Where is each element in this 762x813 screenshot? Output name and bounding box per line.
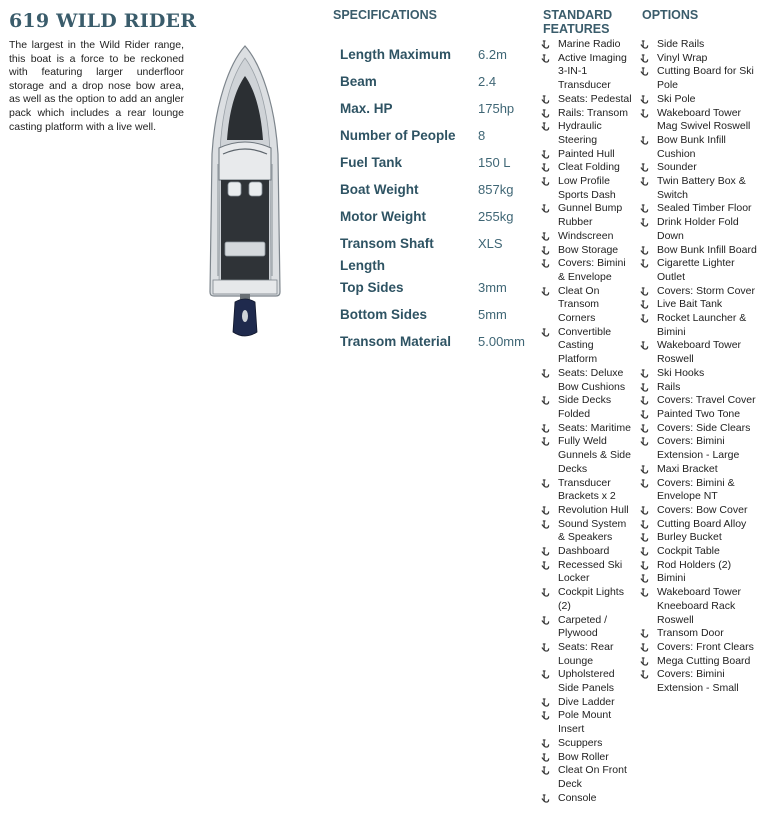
anchor-bullet-icon (640, 259, 649, 268)
list-item (541, 641, 635, 668)
list-item-label: Covers: Side Clears (657, 421, 751, 434)
anchor-bullet-icon (640, 479, 649, 488)
list-item-label: Bow Bunk Infill Cushion (657, 133, 726, 160)
list-item (541, 38, 635, 52)
list-item (640, 586, 758, 627)
list-item-label: Windscreen (558, 229, 614, 242)
standard-features-list (541, 38, 635, 805)
list-item (640, 367, 758, 381)
list-item (640, 312, 758, 339)
list-item-label: Painted Hull (558, 147, 615, 160)
list-item (541, 792, 635, 806)
specifications-table (340, 44, 540, 358)
anchor-bullet-icon (640, 40, 649, 49)
list-item-label: Drink Holder Fold Down (657, 216, 739, 242)
anchor-bullet-icon (541, 643, 550, 652)
anchor-bullet-icon (640, 54, 649, 63)
anchor-bullet-icon (541, 437, 550, 446)
list-item-label: Recessed Ski Locker (558, 558, 623, 585)
list-item-label: Covers: Bimini & Envelope NT (657, 476, 735, 503)
anchor-bullet-icon (640, 136, 649, 145)
spec-value: 857kg (478, 182, 514, 197)
spec-row-transom-shaft-length (340, 233, 540, 277)
anchor-bullet-icon (541, 150, 550, 159)
spec-row-length-maximum (340, 44, 540, 71)
spec-value: 150 L (478, 155, 511, 170)
list-item-label: Mega Cutting Board (657, 654, 751, 667)
list-item-label: Cockpit Table (657, 545, 720, 558)
list-item-label: Covers: Front Clears (657, 640, 754, 653)
spec-row-boat-weight (340, 179, 540, 206)
list-item-label: Covers: Bimini & Envelope (558, 257, 626, 283)
anchor-bullet-icon (640, 643, 649, 652)
spec-label: Max. HP (340, 101, 393, 116)
anchor-bullet-icon (640, 163, 649, 172)
anchor-bullet-icon (541, 328, 550, 337)
list-item-label: Cigarette Lighter Outlet (657, 257, 735, 283)
list-item-label: Cleat On Front Deck (558, 764, 627, 790)
list-item (640, 285, 758, 299)
list-item (541, 559, 635, 586)
list-item (541, 751, 635, 765)
anchor-bullet-icon (541, 204, 550, 213)
list-item (541, 148, 635, 162)
list-item-label: Bow Roller (558, 750, 609, 763)
anchor-bullet-icon (541, 547, 550, 556)
anchor-bullet-icon (640, 314, 649, 323)
boat-description: The largest in the Wild Rider range, this boat is a force to be reckoned with featuring larger underfloor storage and a drop nose bow area, as well as the option to add an angler pack which includes a rear lounge casting platform with a live well. (9, 39, 184, 133)
list-item-label: Burley Bucket (657, 531, 722, 544)
spec-value: 8 (478, 128, 486, 143)
list-item-label: Rocket Launcher & Bimini (657, 312, 747, 338)
list-item (541, 107, 635, 121)
spec-label: Motor Weight (340, 209, 426, 224)
spec-row-number-of-people (340, 125, 540, 152)
list-item (541, 161, 635, 175)
anchor-bullet-icon (541, 163, 550, 172)
list-item-label: Covers: Bow Cover (657, 503, 748, 516)
anchor-bullet-icon (640, 533, 649, 542)
list-item (541, 504, 635, 518)
anchor-bullet-icon (541, 396, 550, 405)
list-item (640, 668, 758, 695)
list-item-label: Cutting Board for Ski Pole (657, 65, 754, 92)
boat-top-view-image (203, 44, 287, 344)
list-item (541, 120, 635, 147)
list-item-label: Pole Mount Insert (558, 709, 612, 736)
anchor-bullet-icon (640, 465, 649, 474)
spec-label: Boat Weight (340, 182, 419, 197)
anchor-bullet-icon (640, 369, 649, 378)
list-item (640, 244, 758, 258)
list-item-label: Cleat Folding (558, 161, 620, 174)
list-item (640, 572, 758, 586)
anchor-bullet-icon (541, 369, 550, 378)
list-item (541, 257, 635, 284)
list-item (541, 545, 635, 559)
anchor-bullet-icon (541, 259, 550, 268)
list-item (640, 38, 758, 52)
list-item-label: Low Profile Sports Dash (558, 175, 616, 201)
list-item-label: Vinyl Wrap (657, 51, 708, 64)
list-item (541, 518, 635, 545)
list-item (640, 435, 758, 462)
list-item (640, 52, 758, 66)
list-item (640, 559, 758, 573)
list-item-label: Wakeboard Tower Kneeboard Rack Roswell (657, 586, 742, 626)
anchor-bullet-icon (640, 574, 649, 583)
anchor-bullet-icon (541, 246, 550, 255)
anchor-bullet-icon (541, 711, 550, 720)
anchor-bullet-icon (541, 177, 550, 186)
spec-row-beam (340, 71, 540, 98)
list-item-label: Dashboard (558, 545, 610, 558)
list-item (640, 93, 758, 107)
list-item (640, 298, 758, 312)
list-item (640, 216, 758, 243)
anchor-bullet-icon (541, 766, 550, 775)
list-item (541, 285, 635, 326)
list-item (640, 627, 758, 641)
list-item (541, 202, 635, 229)
spec-row-max-hp (340, 98, 540, 125)
list-item-label: Upholstered Side Panels (558, 668, 615, 695)
list-item (541, 709, 635, 736)
list-item (640, 175, 758, 202)
list-item (640, 408, 758, 422)
anchor-bullet-icon (640, 383, 649, 392)
list-item (541, 52, 635, 93)
spec-row-fuel-tank (340, 152, 540, 179)
anchor-bullet-icon (640, 547, 649, 556)
list-item-label: Hydraulic Steering (558, 120, 602, 146)
list-item-label: Revolution Hull (558, 503, 629, 516)
anchor-bullet-icon (640, 588, 649, 597)
spec-value: 255kg (478, 209, 514, 224)
list-item (541, 93, 635, 107)
anchor-bullet-icon (541, 287, 550, 296)
list-item (640, 161, 758, 175)
list-item-label: Wakeboard Tower Roswell (657, 339, 742, 366)
spec-label: Top Sides (340, 280, 404, 295)
anchor-bullet-icon (640, 410, 649, 419)
anchor-bullet-icon (541, 753, 550, 762)
list-item (640, 202, 758, 216)
list-item (640, 381, 758, 395)
list-item (541, 586, 635, 613)
list-item-label: Transom Door (657, 627, 724, 640)
anchor-bullet-icon (541, 520, 550, 529)
anchor-bullet-icon (541, 40, 550, 49)
spec-value: 6.2m (478, 47, 507, 62)
spec-row-bottom-sides (340, 304, 540, 331)
list-item (640, 504, 758, 518)
list-item-label: Rails: Transom (558, 106, 629, 119)
list-item-label: Fully Weld Gunnels & Side Decks (558, 435, 631, 475)
spec-value: 5mm (478, 307, 507, 322)
list-item-label: Gunnel Bump Rubber (558, 202, 623, 229)
list-item (640, 134, 758, 161)
anchor-bullet-icon (541, 95, 550, 104)
spec-label: Transom Material (340, 334, 452, 349)
specifications-heading: SPECIFICATIONS (333, 8, 437, 22)
anchor-bullet-icon (541, 561, 550, 570)
spec-value: 175hp (478, 101, 515, 116)
anchor-bullet-icon (640, 287, 649, 296)
list-item-label: Wakeboard Tower Mag Swivel Roswell (657, 106, 751, 133)
list-item-label: Sealed Timber Floor (657, 202, 752, 215)
spec-label: Length Maximum (340, 47, 452, 62)
list-item (640, 477, 758, 504)
list-item-label: Rails (657, 380, 681, 393)
list-item (541, 696, 635, 710)
list-item-label: Dive Ladder (558, 695, 615, 708)
list-item-label: Live Bait Tank (657, 298, 723, 311)
list-item-label: Sound System & Speakers (558, 517, 627, 544)
anchor-bullet-icon (541, 698, 550, 707)
list-item (541, 326, 635, 367)
anchor-bullet-icon (640, 506, 649, 515)
list-item (640, 655, 758, 669)
list-item-label: Carpeted / Plywood (558, 613, 608, 640)
list-item (640, 463, 758, 477)
anchor-bullet-icon (541, 506, 550, 515)
anchor-bullet-icon (640, 670, 649, 679)
list-item (541, 764, 635, 791)
list-item-label: Sounder (657, 161, 697, 174)
list-item-label: Convertible Casting Platform (558, 325, 612, 366)
list-item (640, 394, 758, 408)
list-item (541, 422, 635, 436)
list-item-label: Active Imaging 3-IN-1 Transducer (558, 51, 627, 92)
spec-row-top-sides (340, 277, 540, 304)
list-item (640, 339, 758, 366)
list-item-label: Bow Storage (558, 243, 619, 256)
options-heading: OPTIONS (642, 8, 699, 22)
list-item-label: Covers: Bimini Extension - Large (657, 435, 740, 462)
list-item-label: Covers: Storm Cover (657, 284, 756, 297)
spec-label: Fuel Tank (340, 155, 403, 170)
anchor-bullet-icon (640, 246, 649, 255)
list-item-label: Rod Holders (2) (657, 558, 732, 571)
anchor-bullet-icon (640, 396, 649, 405)
list-item (640, 107, 758, 134)
list-item-label: Bimini (657, 572, 686, 585)
anchor-bullet-icon (541, 739, 550, 748)
list-item-label: Scuppers (558, 736, 603, 749)
spec-row-motor-weight (340, 206, 540, 233)
spec-label: Transom Shaft Length (340, 236, 434, 273)
list-item-label: Bow Bunk Infill Board (657, 243, 757, 256)
spec-label: Bottom Sides (340, 307, 428, 322)
anchor-bullet-icon (541, 479, 550, 488)
anchor-bullet-icon (640, 437, 649, 446)
anchor-bullet-icon (640, 341, 649, 350)
anchor-bullet-icon (541, 54, 550, 63)
spec-label: Beam (340, 74, 377, 89)
anchor-bullet-icon (640, 177, 649, 186)
list-item (541, 230, 635, 244)
spec-value: 3mm (478, 280, 507, 295)
list-item-label: Covers: Bimini Extension - Small (657, 668, 739, 695)
list-item-label: Cutting Board Alloy (657, 517, 747, 530)
anchor-bullet-icon (541, 122, 550, 131)
list-item (640, 518, 758, 532)
list-item-label: Ski Pole (657, 92, 696, 105)
anchor-bullet-icon (640, 629, 649, 638)
anchor-bullet-icon (541, 588, 550, 597)
list-item (541, 477, 635, 504)
list-item-label: Cockpit Lights (2) (558, 586, 624, 612)
list-item-label: Painted Two Tone (657, 407, 741, 420)
list-item (640, 65, 758, 92)
anchor-bullet-icon (640, 109, 649, 118)
list-item-label: Side Decks Folded (558, 394, 612, 420)
list-item-label: Ski Hooks (657, 366, 705, 379)
list-item (541, 435, 635, 476)
spec-value: 5.00mm (478, 334, 525, 349)
anchor-bullet-icon (541, 794, 550, 803)
list-item (541, 614, 635, 641)
anchor-bullet-icon (640, 657, 649, 666)
spec-value: XLS (478, 236, 503, 251)
list-item-label: Side Rails (657, 38, 705, 50)
list-item-label: Seats: Maritime (558, 421, 631, 434)
anchor-bullet-icon (541, 670, 550, 679)
anchor-bullet-icon (640, 95, 649, 104)
spec-label: Number of People (340, 128, 456, 143)
anchor-bullet-icon (541, 232, 550, 241)
list-item (541, 367, 635, 394)
options-list (640, 38, 758, 696)
list-item-label: Covers: Travel Cover (657, 394, 756, 407)
anchor-bullet-icon (640, 67, 649, 76)
anchor-bullet-icon (541, 109, 550, 118)
spec-row-transom-material (340, 331, 540, 358)
anchor-bullet-icon (640, 204, 649, 213)
list-item (640, 257, 758, 284)
list-item (541, 244, 635, 258)
list-item-label: Seats: Rear Lounge (558, 640, 614, 667)
list-item-label: Seats: Deluxe Bow Cushions (558, 366, 626, 393)
anchor-bullet-icon (541, 616, 550, 625)
standard-features-heading: STANDARD FEATURES (543, 8, 613, 36)
spec-value: 2.4 (478, 74, 497, 89)
list-item (541, 175, 635, 202)
list-item-label: Cleat On Transom Corners (558, 284, 600, 325)
list-item-label: Seats: Pedestal (558, 92, 632, 105)
list-item-label: Maxi Bracket (657, 462, 718, 475)
list-item (541, 394, 635, 421)
list-item-label: Twin Battery Box & Switch (657, 175, 746, 201)
list-item-label: Transducer Brackets x 2 (558, 476, 616, 503)
list-item (640, 531, 758, 545)
list-item-label: Marine Radio (558, 38, 621, 50)
anchor-bullet-icon (640, 218, 649, 227)
list-item (541, 737, 635, 751)
page-title: 619 WILD RIDER (9, 10, 197, 32)
anchor-bullet-icon (640, 424, 649, 433)
anchor-bullet-icon (640, 300, 649, 309)
anchor-bullet-icon (640, 520, 649, 529)
list-item (541, 668, 635, 695)
list-item (640, 545, 758, 559)
list-item (640, 422, 758, 436)
list-item-label: Console (558, 791, 597, 804)
list-item (640, 641, 758, 655)
anchor-bullet-icon (541, 424, 550, 433)
anchor-bullet-icon (640, 561, 649, 570)
